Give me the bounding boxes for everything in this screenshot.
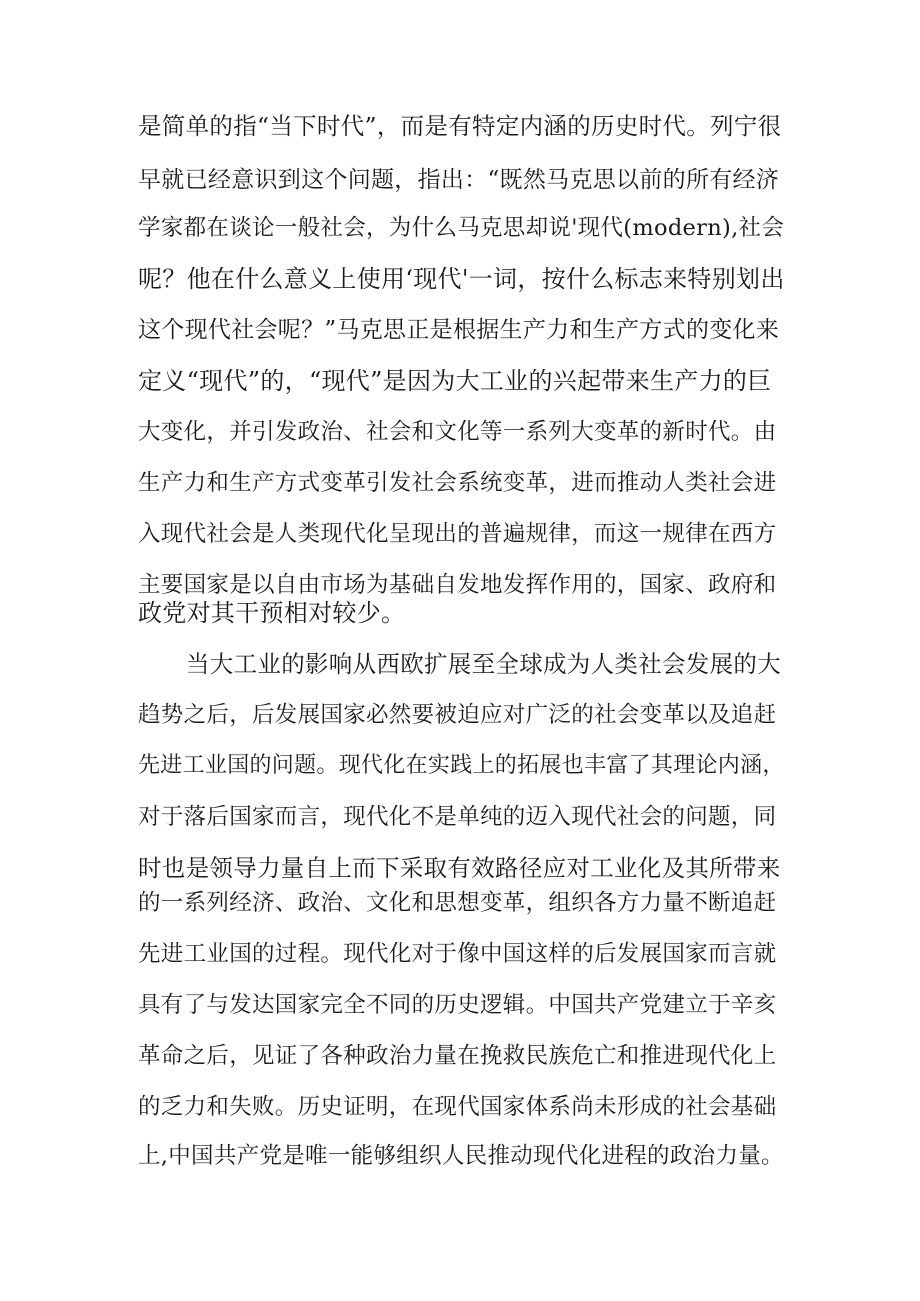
text-line: 的一系列经济、政治、文化和思想变革，组织各方力量不断追赶 <box>138 890 777 916</box>
text-line: 是简单的指“当下时代”，而是有特定内涵的历史时代。列宁很 <box>138 112 782 140</box>
text-line: 大变化，并引发政治、社会和文化等一系列大变革的新时代。由 <box>138 419 777 445</box>
text-line: 对于落后国家而言，现代化不是单纯的迈入现代社会的问题，同 <box>138 804 777 830</box>
text-line: 上,中国共产党是唯一能够组织人民推动现代化进程的政治力量。 <box>138 1143 784 1169</box>
text-line: 定义“现代”的，“现代”是因为大工业的兴起带来生产力的巨 <box>138 367 772 395</box>
text-line: 具有了与发达国家完全不同的历史逻辑。中国共产党建立于辛亥 <box>138 992 777 1018</box>
text-line: 早就已经意识到这个问题，指出：“既然马克思以前的所有经济 <box>138 167 780 193</box>
text-line: 先进工业国的过程。现代化对于像中国这样的后发展国家而言就 <box>138 941 777 967</box>
text-line: 的乏力和失败。历史证明，在现代国家体系尚未形成的社会基础 <box>138 1094 777 1120</box>
text-line: 学家都在谈论一般社会，为什么马克思却说'现代(modern),社会 <box>138 215 785 241</box>
text-line: 生产力和生产方式变革引发社会系统变革，进而推动人类社会进 <box>138 470 777 496</box>
text-line: 时也是领导力量自上而下采取有效路径应对工业化及其所带来 <box>138 854 781 882</box>
text-line: 趋势之后，后发展国家必然要被迫应对广泛的社会变革以及追赶 <box>138 702 777 728</box>
text-line: 主要国家是以自由市场为基础自发地发挥作用的，国家、政府和 <box>138 572 777 598</box>
text-line: 革命之后，见证了各种政治力量在挽救民族危亡和推进现代化上 <box>138 1043 777 1069</box>
text-line: 呢？他在什么意义上使用‘现代'一词，按什么标志来特别划出 <box>138 265 785 293</box>
paragraph-start-line: 当大工业的影响从西欧扩展至全球成为人类社会发展的大 <box>186 650 781 678</box>
text-line: 这个现代社会呢？”马克思正是根据生产力和生产方式的变化来 <box>138 317 780 343</box>
text-line: 先进工业国的问题。现代化在实践上的拓展也丰富了其理论内涵， <box>138 753 785 778</box>
text-line: 入现代社会是人类现代化呈现出的普遍规律，而这一规律在西方 <box>138 521 777 547</box>
text-line: 政党对其干预相对较少。 <box>138 599 406 627</box>
